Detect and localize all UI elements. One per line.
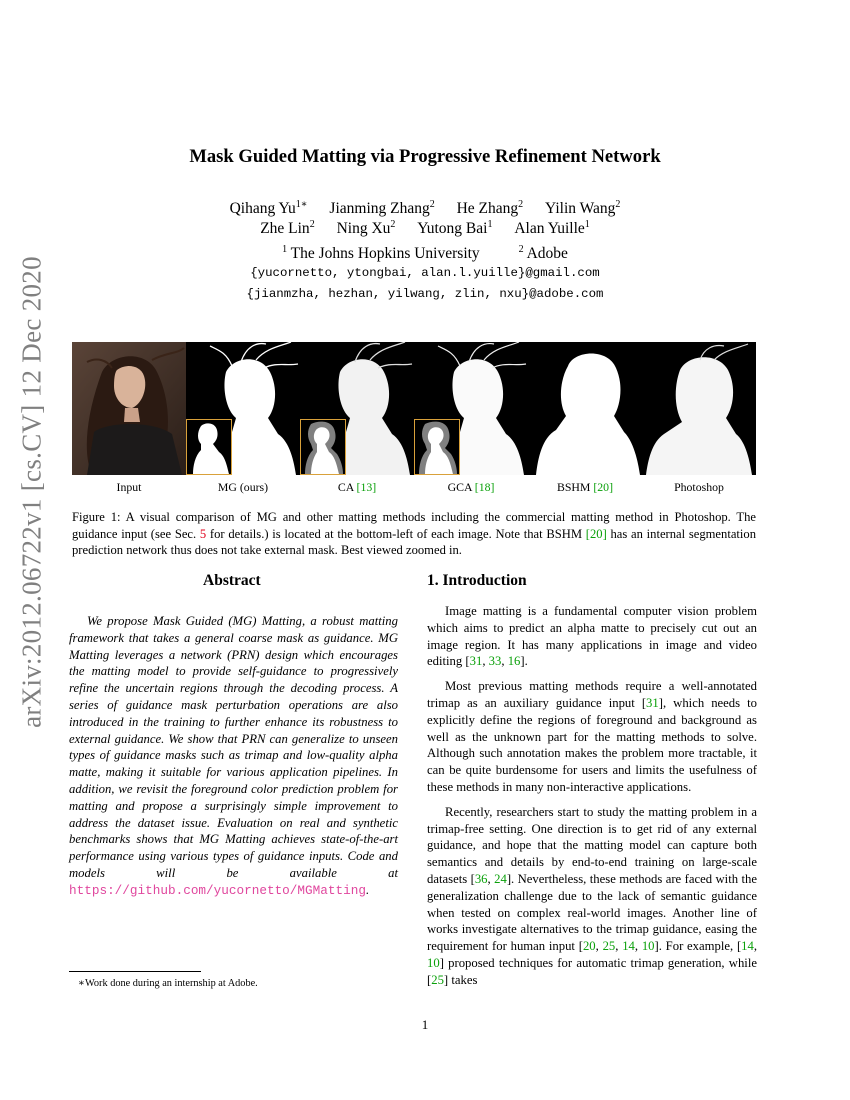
panel-label-photoshop: Photoshop: [674, 480, 724, 494]
intro-heading: 1. Introduction: [427, 572, 527, 589]
citation-link[interactable]: 10: [641, 939, 655, 954]
authors-row-1: [0, 199, 850, 218]
gca-matte: [414, 342, 528, 475]
bshm-matte: [528, 342, 642, 475]
citation-link[interactable]: 20: [582, 939, 596, 954]
author: Jianming Zhang$^2$: [329, 199, 435, 218]
photoshop-matte: [642, 342, 756, 475]
ca-matte: [300, 342, 414, 475]
author: He Zhang$^2$: [456, 199, 524, 218]
citation-link[interactable]: 16: [507, 654, 521, 669]
panel-label-input: Input: [116, 480, 142, 494]
intro-paragraph-3: Recently, researchers start to study the matting problem in a trimap-free setting. One direction is to get rid of any external guidance, and hope that the matting model can capture both semantics and details by end-to-end training on large-scale datasets [36, 24]. Nevertheless, these methods are faced with the generalization challenge due to the lack of semantic guidance when tested on complex real-world images. Another line of works investigate alternatives to the trimap guidance, easing the requirement for human input [20, 25, 14, 10]. For example, [14, 10] proposed techniques for automatic trimap generation, while [25] takes: [427, 804, 758, 987]
intro-body: [427, 603, 757, 997]
mg-matte: [186, 342, 300, 475]
panel-label-ca: CA [13]: [337, 480, 377, 494]
citation-link[interactable]: 24: [494, 871, 507, 886]
citation-link[interactable]: 31: [646, 695, 659, 710]
email-line-2: {jianmzha, hezhan, yilwang, zlin, nxu}@adobe.com: [246, 287, 604, 301]
footnote: ∗Work done during an internship at Adobe.: [78, 978, 258, 989]
affiliation: $^2$ Adobe: [518, 244, 568, 263]
input-photo: [72, 342, 186, 475]
intro-paragraph-1: Image matting is a fundamental computer vision problem which aims to predict an alpha matte to precisely cut out an image region. It has many applications in image and video editing [31, 33, 16].: [427, 604, 757, 669]
footnote-rule: [69, 971, 201, 972]
affiliations: [0, 244, 850, 263]
citation-link[interactable]: 10: [427, 955, 440, 970]
citation-link[interactable]: 36: [474, 871, 488, 886]
page-number: 1: [421, 1017, 429, 1032]
code-link[interactable]: https://github.com/yucornetto/MGMatting: [69, 882, 366, 898]
author: Yutong Bai$^1$: [417, 219, 493, 238]
author: Yilin Wang$^2$: [545, 199, 621, 218]
figure-caption: Figure 1: A visual comparison of MG and other matting methods including the commercial matting method in Photoshop. The guidance input (see Sec. 5 for details.) is located at the bottom-left of each image. Note that BSHM [20] has an internal segmentation prediction network thus does not take external mask. Best viewed zoomed in.: [72, 510, 757, 557]
email-line-1: {yucornetto, ytongbai, alan.l.yuille}@gmail.com: [250, 266, 600, 280]
panel-label-gca: GCA [18]: [447, 480, 495, 494]
citation-link[interactable]: 14: [622, 939, 635, 954]
arxiv-id: arXiv:2012.06722v1 [cs.CV] 12 Dec 2020: [16, 256, 47, 728]
author: Zhe Lin$^2$: [260, 219, 315, 238]
panel-label-mg: MG (ours): [217, 480, 269, 494]
abstract-heading: Abstract: [203, 572, 261, 589]
author: Alan Yuille$^1$: [514, 219, 590, 238]
gca-guidance-inset: [414, 419, 460, 475]
sec-ref-link[interactable]: 5: [199, 526, 207, 541]
abstract-body: We propose Mask Guided (MG) Matting, a robust matting framework that takes a general coarse mask as guidance. MG Matting leverages a network (PRN) design which encourages the matting model to provide self-guidance to progressively refine the uncertain regions through the decoding process. A series of guidance mask perturbation operations are also introduced in the training to further enhance its robustness to external guidance. We show that PRN can generalize to unseen types of guidance masks such as trimap and low-quality alpha matte, making it suitable for various application pipelines. In addition, we revisit the foreground color prediction problem for matting and propose a surprisingly simple improvement to address the dataset issue. Evaluation on real and synthetic benchmarks shows that MG Matting achieves state-of-the-art performance using various types of guidance inputs. Code and models will be available at https://github.com/yucornetto/MGMatting.: [69, 614, 398, 898]
citation-link[interactable]: 25: [431, 972, 444, 987]
citation-link[interactable]: 31: [469, 654, 483, 669]
citation-link[interactable]: 33: [488, 654, 502, 669]
affiliation: $^1$ The Johns Hopkins University: [282, 244, 480, 263]
arxiv-sidebar: [12, 256, 52, 728]
panel-label-bshm: BSHM [20]: [556, 480, 614, 494]
figure-1: [72, 342, 756, 475]
author: Ning Xu$^2$: [336, 219, 396, 238]
portrait-image: [72, 342, 186, 475]
authors-row-2: [0, 219, 850, 238]
ca-guidance-inset: [300, 419, 346, 475]
citation-link[interactable]: 25: [602, 939, 616, 954]
intro-paragraph-2: Most previous matting methods require a well-annotated trimap as an auxiliary guidance input [31], which needs to explicitly define the regions of foreground and background as well as the unknown part for the matting methods to solve. Although such annotation makes the problem more tractable, it can be quite burdensome for users and limits the usefulness of these methods in many non-interactive applications.: [427, 679, 757, 794]
paper-title: Mask Guided Matting via Progressive Refinement Network: [189, 146, 661, 167]
mg-guidance-inset: [186, 419, 232, 475]
citation-link[interactable]: 14: [741, 939, 754, 954]
citation-link[interactable]: [20]: [585, 526, 607, 541]
author: Qihang $Yu^{1∗}$: [229, 199, 308, 218]
